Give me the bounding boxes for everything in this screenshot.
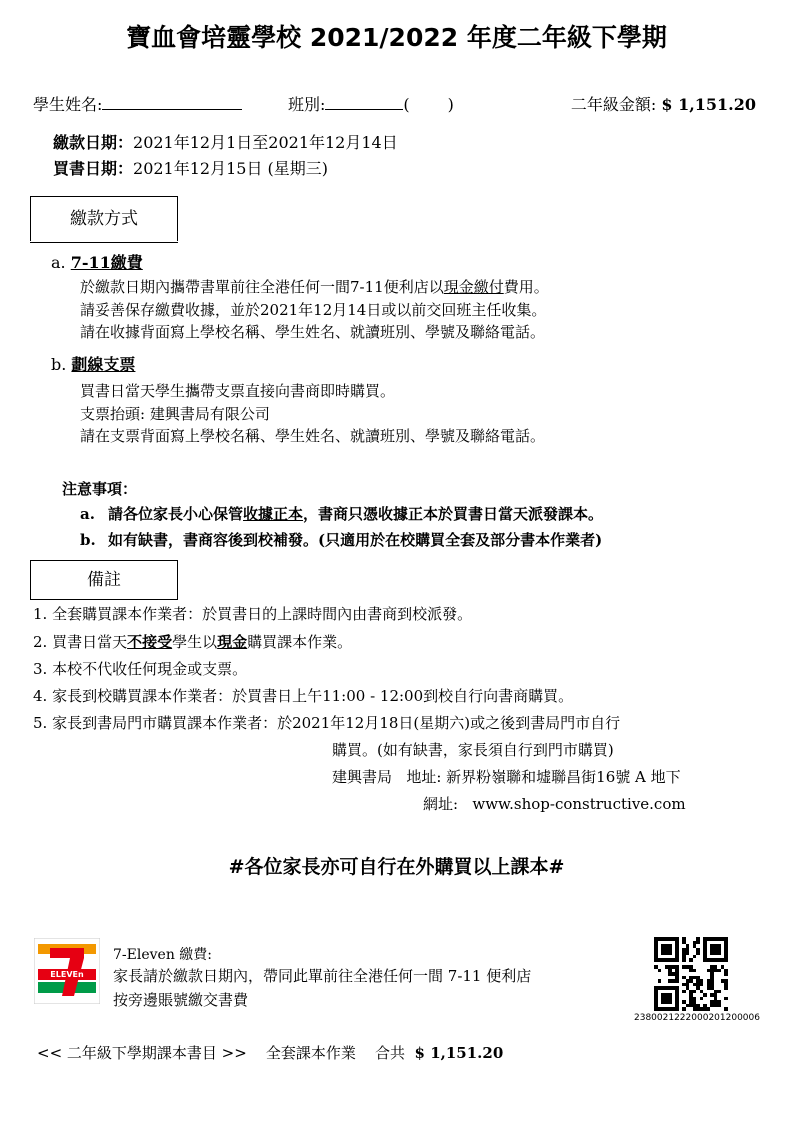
option-a-line1-underlined: 現金繳付 bbox=[443, 278, 504, 296]
note-b-text: 如有缺書，書商容後到校補發。(只適用於在校購買全套及部分書本作業者) bbox=[108, 531, 603, 549]
note-b bbox=[80, 529, 602, 550]
seven-eleven-instruction: 家長請於繳款日期內，帶同此單前往全港任何一間 7-11 便利店 bbox=[113, 967, 532, 985]
student-name-blank bbox=[102, 95, 242, 110]
note-a bbox=[80, 503, 603, 524]
note-a-pre: 請各位家長小心保管 bbox=[108, 505, 244, 523]
class-paren-close: ) bbox=[447, 95, 454, 114]
note-a-underlined: 收據正本 bbox=[243, 505, 304, 523]
remarks-heading-underline bbox=[30, 599, 178, 600]
footer-full-set-label: 全套課本作業 bbox=[265, 1044, 356, 1062]
barcode-number: 2380021222000201200006 bbox=[634, 1013, 760, 1023]
purchase-date bbox=[53, 156, 328, 179]
shop-address bbox=[332, 766, 681, 787]
option-b-line3: 請在支票背面寫上學校名稱、學生姓名、就讀班別、學號及聯絡電話。 bbox=[80, 427, 546, 445]
seven-eleven-title: 7-Eleven 繳費: bbox=[113, 947, 212, 963]
option-a-title: 7-11繳費 bbox=[70, 253, 143, 272]
footer-total-value: $ 1,151.20 bbox=[414, 1044, 504, 1062]
website-value: www.shop-constructive.com bbox=[472, 795, 686, 813]
note-a-prefix: a. bbox=[80, 505, 95, 523]
amount-value: $ 1,151.20 bbox=[661, 95, 756, 114]
remark-2-not-accepted: 不接受 bbox=[127, 633, 173, 651]
student-name-field bbox=[33, 92, 242, 115]
remark-1: 1. 全套購買課本作業者：於買書日的上課時間內由書商到校派發。 bbox=[33, 605, 473, 623]
notes-heading: 注意事項： bbox=[62, 480, 138, 498]
class-field bbox=[288, 92, 454, 115]
shop-name: 建興書局 bbox=[332, 768, 393, 786]
class-paren-open: ( bbox=[403, 95, 410, 114]
remark-5-line1: 5. 家長到書局門市購買課本作業者：於2021年12月18日(星期六)或之後到書局門市自行 bbox=[33, 714, 621, 732]
payment-qr-code bbox=[654, 937, 728, 1011]
shop-website bbox=[423, 793, 686, 814]
amount-field bbox=[571, 92, 756, 115]
remark-2-mid: 學生以 bbox=[172, 633, 218, 651]
payment-date bbox=[53, 130, 398, 153]
payment-option-b bbox=[51, 352, 135, 375]
student-name-label: 學生姓名: bbox=[33, 95, 103, 114]
remark-3: 3. 本校不代收任何現金或支票。 bbox=[33, 660, 248, 678]
class-label: 班別: bbox=[288, 95, 326, 114]
payment-date-value: 2021年12月1日至2021年12月14日 bbox=[133, 133, 398, 152]
remark-2-post: 購買課本作業。 bbox=[247, 633, 353, 651]
class-blank bbox=[325, 95, 403, 110]
footer-booklist-label: << 二年級下學期課本書目 >> bbox=[37, 1044, 247, 1062]
remark-5-line2: 購買。(如有缺書，家長須自行到門市購買) bbox=[332, 741, 614, 759]
option-b-line2: 支票抬頭: 建興書局有限公司 bbox=[80, 405, 270, 423]
remark-2 bbox=[33, 631, 352, 652]
note-b-prefix: b. bbox=[80, 531, 96, 549]
remarks-heading: 備註 bbox=[30, 560, 178, 599]
remark-2-pre: 2. 買書日當天 bbox=[33, 633, 128, 651]
footer-total-label: 合共 bbox=[374, 1044, 405, 1062]
self-purchase-banner: #各位家長亦可自行在外購買以上課本# bbox=[228, 856, 565, 878]
option-a-prefix: a. bbox=[51, 253, 66, 272]
address-value: 新界粉嶺聯和墟聯昌街16號 A 地下 bbox=[446, 768, 681, 786]
website-label: 網址: bbox=[423, 795, 459, 813]
booklist-footer bbox=[37, 1042, 503, 1063]
address-label: 地址: bbox=[406, 768, 442, 786]
payment-option-a bbox=[51, 250, 143, 273]
payment-date-label: 繳款日期： bbox=[53, 133, 134, 152]
option-a-line1 bbox=[80, 276, 549, 297]
option-a-line3: 請在收據背面寫上學校名稱、學生姓名、就讀班別、學號及聯絡電話。 bbox=[80, 323, 546, 341]
option-b-line1: 買書日當天學生攜帶支票直接向書商即時購買。 bbox=[80, 382, 396, 400]
note-a-post: ，書商只憑收據正本於買書日當天派發課本。 bbox=[303, 505, 604, 523]
payment-method-heading: 繳款方式 bbox=[30, 196, 178, 241]
amount-label: 二年級金額: bbox=[570, 95, 657, 114]
purchase-date-label: 買書日期： bbox=[53, 159, 134, 178]
option-a-line2: 請妥善保存繳費收據，並於2021年12月14日或以前交回班主任收集。 bbox=[80, 301, 547, 319]
option-a-line1-pre: 於繳款日期內攜帶書單前往全港任何一間7-11便利店以 bbox=[80, 278, 444, 296]
option-a-line1-post: 費用。 bbox=[503, 278, 549, 296]
page-title: 寶血會培靈學校 2021/2022 年度二年級下學期 bbox=[126, 23, 667, 52]
seven-eleven-account-note: 按旁邊賬號繳交書費 bbox=[113, 991, 249, 1009]
option-b-title: 劃線支票 bbox=[71, 355, 136, 374]
option-b-prefix: b. bbox=[51, 355, 67, 374]
remark-2-cash: 現金 bbox=[217, 633, 248, 651]
payment-heading-underline bbox=[30, 242, 178, 243]
remark-4: 4. 家長到校購買課本作業者：於買書日上午11:00 - 12:00到校自行向書商購買。 bbox=[33, 687, 574, 705]
purchase-date-value: 2021年12月15日 (星期三) bbox=[133, 159, 329, 178]
seven-eleven-logo bbox=[34, 938, 100, 1004]
seven-eleven-logo-text: ELEVEn bbox=[50, 970, 84, 979]
